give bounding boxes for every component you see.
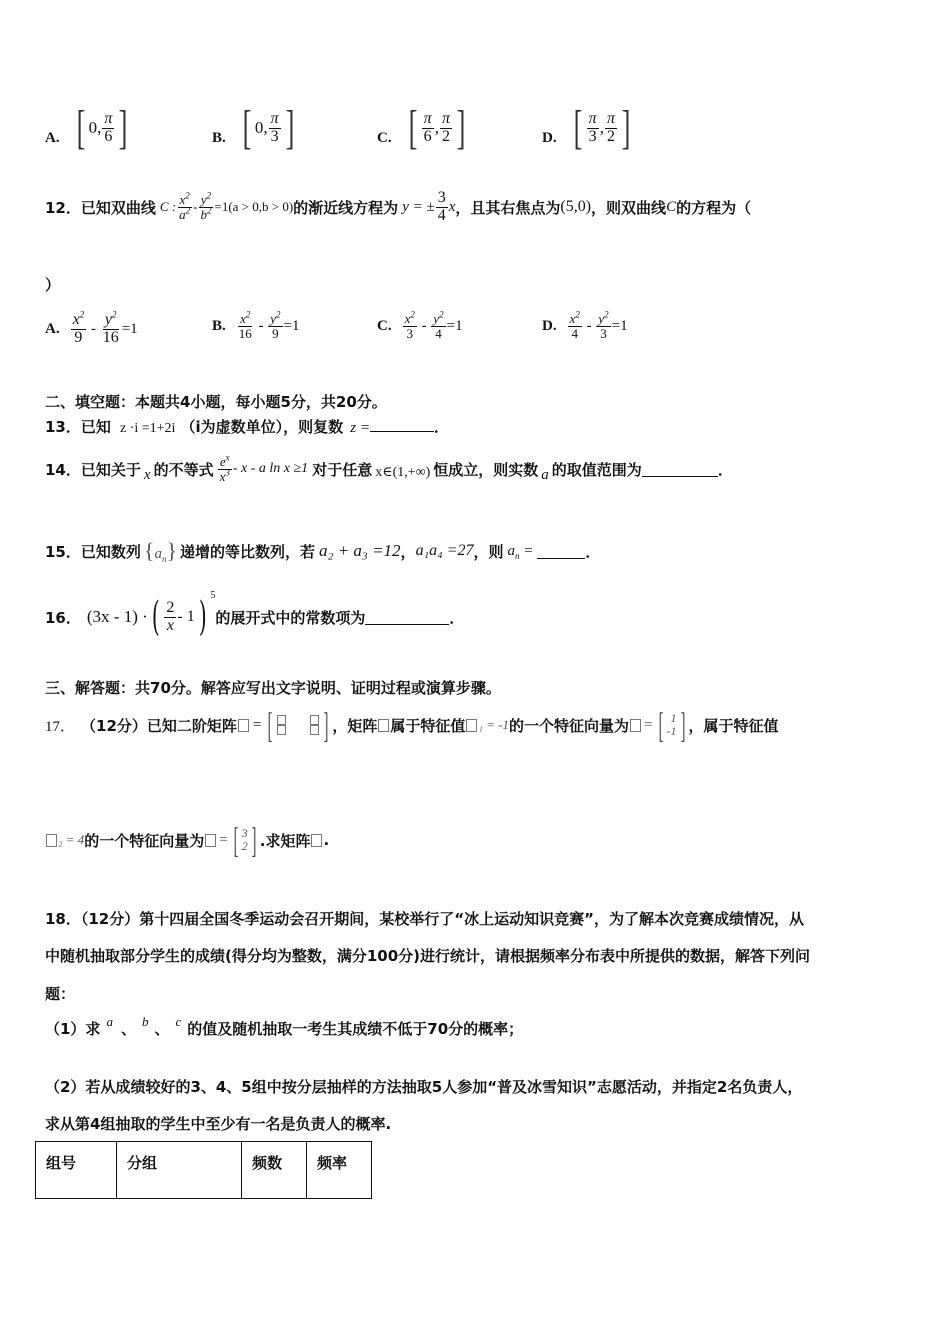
section-heading: 二、填空题：本题共4小题，每小题5分，共20分。 [45, 393, 387, 411]
question-12 [45, 190, 751, 225]
interval: [ $\frac{\pi}{3}$ , $\frac{\pi}{2}$ ] [573, 101, 631, 154]
denominator: 4 [435, 325, 442, 341]
exponent: 5 [210, 589, 216, 601]
separator: , [599, 118, 604, 137]
table-header-cell: 频率 [307, 1142, 372, 1199]
vector: [ 3 2 ] [233, 820, 257, 860]
denominator: 6 [104, 127, 113, 145]
question-number: 13． [45, 418, 81, 436]
subscript: n [515, 550, 520, 561]
subscript: n [161, 554, 167, 564]
question-text: 的值及随机抽取一考生其成绩不低于70分的概率； [187, 1020, 524, 1038]
answer-blank[interactable] [642, 462, 718, 477]
exponent: x [225, 452, 230, 463]
numerator: π [441, 109, 450, 127]
fraction [587, 111, 599, 146]
question-text: ，矩阵 [332, 716, 378, 735]
math-var: e [219, 454, 226, 469]
vector-symbol-icon [205, 834, 216, 847]
math-expr: a₁a₄ =27 [415, 542, 474, 559]
matrix-symbol-icon [311, 834, 322, 847]
question-text: ． [449, 608, 465, 627]
question-text: 、 [154, 1020, 170, 1038]
math-op: - [193, 199, 198, 215]
vector: [ 1 -1 ] [658, 705, 685, 745]
fraction [218, 452, 232, 484]
denominator: 3 [406, 325, 413, 341]
math-expr: C : [159, 199, 177, 215]
math-var: y [200, 192, 207, 208]
math-expr: z ·i =1+2i [119, 421, 176, 436]
numerator: π [588, 109, 597, 127]
denominator: 6 [423, 127, 432, 145]
question-17-cont: ₂ = 4 的一个特征向量为 = [ 3 2 ] .求矩阵 . [45, 822, 329, 858]
option-label: B. [212, 317, 226, 334]
option-label: C. [377, 317, 392, 334]
question-17: 17． （12分）已知二阶矩阵 = [ ] ，矩阵 属于特征值 ₁ = -1 的一个特征向量为 = [ 1 -1 ] ，属于特征值 [45, 705, 779, 745]
answer-blank[interactable] [365, 610, 449, 625]
denominator: 2 [441, 127, 450, 145]
question-text: 属于特征值 [390, 716, 466, 735]
question-text: ，则 [473, 542, 504, 561]
interval: [ 0, $\frac{\pi}{6}$ ] [76, 101, 128, 154]
vector-entry: 3 [241, 825, 248, 840]
q12-option-d: D. $\frac{x^2}{4}$ - $\frac{y^2}{3}$ =1 [542, 309, 628, 341]
vector-entry: 2 [241, 839, 248, 853]
question-text: 的展开式中的常数项为 [215, 608, 366, 627]
option-label: B. [212, 130, 226, 146]
question-text: 的渐近线方程为 [293, 198, 399, 217]
matrix-symbol-icon [238, 719, 249, 732]
interval: [ $\frac{\pi}{6}$ , $\frac{\pi}{2}$ ] [408, 101, 466, 154]
denominator: 4 [437, 206, 446, 224]
vector-entry: -1 [666, 724, 677, 738]
matrix: [ ] [267, 705, 329, 745]
question-text: ， [400, 542, 416, 561]
question-number: 14． [45, 460, 81, 479]
question-text: （i为虚数单位），则复数 [180, 418, 344, 436]
question-text: 递增的等比数列，若 [180, 542, 316, 561]
question-text: ． [585, 542, 601, 561]
question-number: 12． [45, 198, 81, 217]
math-expr: - x - a ln x ≥1 [232, 461, 309, 477]
question-text: 已知数列 [80, 542, 141, 561]
question-text: 已知 [80, 418, 111, 436]
table-header-cell: 频数 [242, 1142, 307, 1199]
math-op: = [523, 542, 534, 559]
question-text: ，属于特征值 [688, 716, 779, 735]
question-18-part2: 求从第4组抽取的学生中至少有一名是负责人的概率. [45, 1115, 392, 1133]
math-var: b [141, 1013, 149, 1029]
numerator: 2 [166, 598, 175, 616]
question-number: 17． [45, 718, 76, 735]
sequence: $\{a_n\}$ [143, 538, 178, 564]
question-16: 16． (3x - 1) · ( $\frac{2}{x}$ - 1 ) 5 的展开式中的常数项为 ． [45, 589, 465, 640]
denominator: 4 [571, 325, 578, 341]
vector-symbol-icon [630, 719, 641, 732]
question-text: . [323, 831, 330, 849]
question-13 [45, 416, 449, 437]
interval: [ 0, $\frac{\pi}{3}$ ] [242, 101, 294, 154]
fraction [440, 111, 452, 146]
fraction: $\frac{y^2}{16}$ [102, 309, 119, 346]
math-var: a [541, 466, 549, 483]
answer-blank[interactable] [537, 544, 585, 559]
table-header-cell: 组号 [36, 1142, 117, 1199]
fraction: $\frac{x^2}{3}$ [404, 309, 415, 341]
question-text: 恒成立，则实数 [433, 460, 539, 479]
q12-option-a: A. $\frac{x^2}{9}$ - $\frac{y^2}{16}$ =1 [45, 309, 138, 346]
option-label: A. [45, 320, 60, 337]
question-12-close: ） [45, 276, 61, 294]
math-var: c [175, 1013, 182, 1029]
frequency-table [35, 1141, 372, 1199]
fraction [605, 111, 617, 146]
fraction [164, 600, 176, 635]
question-14 [45, 452, 733, 484]
math-expr: =1(a > 0,b > 0) [214, 199, 294, 215]
denominator: 9 [272, 325, 279, 341]
q12-option-c: C. $\frac{x^2}{3}$ - $\frac{y^2}{4}$ =1 [377, 309, 463, 341]
math-var: a [154, 546, 162, 562]
question-text: .求矩阵 [259, 831, 311, 850]
denominator: 3 [270, 127, 279, 145]
question-text: 的一个特征向量为 [509, 716, 630, 735]
question-18-line: 18．（12分）第十四届全国冬季运动会召开期间，某校举行了“冰上运动知识竞赛”，为了解本次竞赛成绩情况，从 [45, 910, 804, 928]
numerator: π [606, 109, 615, 127]
math-expr: (3x - 1) · [86, 607, 148, 626]
question-18-line: 中随机抽取部分学生的成绩(得分均为整数，满分100分)进行统计，请根据频率分布表中所提供的数据，解答下列问 [45, 947, 811, 965]
denominator: 9 [74, 328, 83, 346]
denominator: 16 [238, 325, 252, 341]
question-15 [45, 538, 600, 564]
math-expr: x∈(1,+∞) [375, 464, 431, 480]
question-text: ． [717, 460, 733, 479]
math-var: C [666, 198, 677, 215]
question-text: （1）求 [45, 1020, 101, 1038]
math-var: a [507, 542, 515, 559]
denominator: 16 [102, 328, 119, 346]
math-var: x [179, 192, 186, 208]
fraction: $\frac{x^2}{a^2}$ [179, 190, 191, 222]
denominator: 2 [606, 127, 615, 145]
math-expr: z = [350, 420, 370, 436]
question-text: 的取值范围为 [551, 460, 642, 479]
matrix-symbol-icon [378, 719, 389, 732]
question-text: ，且其右焦点为 [455, 198, 561, 217]
math-var: x [448, 198, 456, 215]
numerator: π [104, 109, 113, 127]
question-text: 已知关于 [80, 460, 141, 479]
question-text: ，则双曲线 [591, 198, 667, 217]
table-header-cell: 分组 [117, 1142, 242, 1199]
question-number: 15． [45, 542, 81, 561]
q12-option-b: B. $\frac{x^2}{16}$ - $\frac{y^2}{9}$ =1 [212, 309, 300, 341]
question-text: 的方程为（ [676, 198, 752, 217]
table-header-row [36, 1142, 372, 1199]
question-text: 的一个特征向量为 [84, 831, 205, 850]
math-expr: ₂ = 4 [58, 832, 85, 847]
question-text: ． [434, 418, 450, 436]
math-expr: y = ± [402, 198, 435, 215]
equation-rhs: =1 [121, 320, 138, 337]
q11-option-c [377, 101, 469, 154]
equation-rhs: =1 [283, 317, 300, 334]
denominator: x [166, 616, 174, 634]
question-text: 已知双曲线 [80, 198, 156, 217]
option-label: C. [377, 130, 392, 146]
math-var: a [179, 206, 186, 222]
question-18-part2: （2）若从成绩较好的3、4、5组中按分层抽样的方法抽取5人参加“普及冰雪知识”志愿活动，并指定2名负责人， [45, 1078, 803, 1096]
question-number: 16． [45, 608, 81, 627]
option-label: A. [45, 130, 60, 146]
equation-rhs: =1 [446, 317, 463, 334]
fraction [102, 111, 114, 146]
interval-left: 0, [254, 118, 268, 137]
question-text: 对于任意 [312, 460, 373, 479]
fraction: $\frac{x^2}{16}$ [238, 309, 252, 341]
question-text: 的不等式 [153, 460, 214, 479]
fraction [422, 111, 434, 146]
math-expr: ₁ = -1 [478, 717, 510, 732]
separator: , [434, 118, 439, 137]
option-label: D. [542, 130, 557, 146]
question-text: （12分）已知二阶矩阵 [81, 716, 237, 735]
q11-option-d [542, 101, 634, 154]
fraction: $\frac{y^2}{3}$ [598, 309, 609, 341]
math-var: x [143, 466, 151, 483]
math-op: = [252, 716, 262, 733]
vector-entry: 1 [670, 710, 677, 725]
math-expr: a₂ + a₃ =12 [319, 541, 401, 560]
denominator: 3 [588, 127, 597, 145]
fraction: $\frac{x^2}{4}$ [569, 309, 580, 341]
question-text: 、 [120, 1020, 136, 1038]
option-label: D. [542, 317, 557, 334]
answer-blank[interactable] [370, 417, 434, 432]
numerator: π [270, 109, 279, 127]
math-expr: (5,0) [560, 198, 592, 216]
math-var: b [200, 206, 207, 222]
fraction: $\frac{y^2}{4}$ [433, 309, 444, 341]
math-expr: - 1 [177, 608, 195, 625]
section-heading: 三、解答题：共70分。解答应写出文字说明、证明过程或演算步骤。 [45, 679, 501, 697]
lambda-symbol-icon [46, 834, 57, 847]
numerator: 3 [437, 189, 446, 206]
question-18-part1 [45, 1013, 524, 1039]
lambda-symbol-icon [466, 719, 477, 732]
q11-option-a [45, 101, 131, 154]
fraction [436, 190, 448, 225]
numerator: π [423, 109, 432, 127]
fraction: $\frac{x^2}{9}$ [72, 309, 85, 346]
exponent: 3 [225, 467, 230, 478]
interval-left: 0, [88, 118, 102, 137]
fraction: $\frac{y^2}{9}$ [270, 309, 281, 341]
fraction [269, 111, 281, 146]
fraction: $\frac{y^2}{b^2}$ [200, 190, 212, 222]
denominator: 3 [600, 325, 607, 341]
q11-option-b [212, 101, 298, 154]
equation-rhs: =1 [611, 317, 628, 334]
math-var: x [219, 468, 226, 484]
math-var: a [106, 1013, 113, 1029]
question-18-line: 题： [45, 985, 76, 1003]
